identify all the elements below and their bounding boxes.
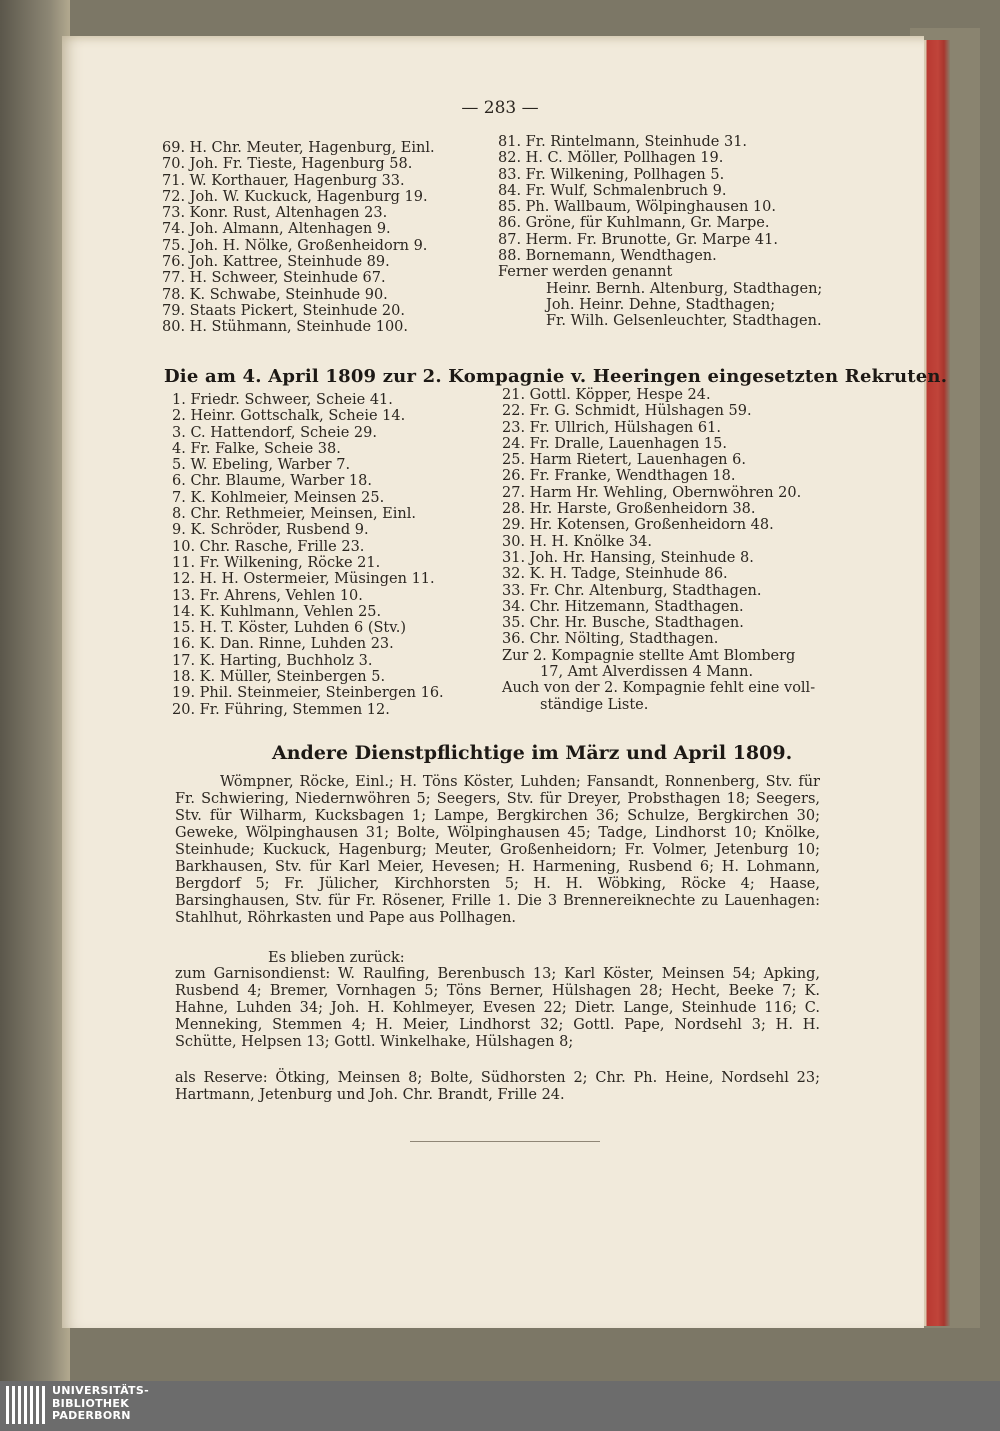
logo-line-3: PADERBORN (52, 1409, 131, 1422)
list-item: 11. Fr. Wilkening, Röcke 21. (172, 554, 381, 571)
list-item: 17. K. Harting, Buchholz 3. (172, 652, 373, 669)
book-gutter (0, 0, 70, 1381)
list-item: 72. Joh. W. Kuckuck, Hagenburg 19. (162, 188, 428, 205)
list-item: 10. Chr. Rasche, Frille 23. (172, 538, 365, 555)
paragraph-remained: Es blieben zurück: (268, 950, 405, 966)
list-item: Zur 2. Kompagnie stellte Amt Blomberg (502, 647, 796, 664)
list-item: 21. Gottl. Köpper, Hespe 24. (502, 387, 711, 403)
list-item: 6. Chr. Blaume, Warber 18. (172, 473, 372, 490)
list-item: 83. Fr. Wilkening, Pollhagen 5. (498, 166, 725, 183)
list-item: 19. Phil. Steinmeier, Steinbergen 16. (172, 685, 444, 702)
list-item: Heinr. Bernh. Altenburg, Stadthagen; (546, 280, 823, 297)
list-item: 17, Amt Alverdissen 4 Mann. (540, 664, 754, 681)
list-item: 88. Bornemann, Wendthagen. (498, 248, 717, 265)
list-item: Ferner werden genannt (498, 264, 673, 281)
list-item: 35. Chr. Hr. Busche, Stadthagen. (502, 615, 744, 632)
list-item: 26. Fr. Franke, Wendthagen 18. (502, 468, 736, 485)
list-item: 1. Friedr. Schweer, Scheie 41. (172, 392, 393, 408)
list-item: 78. K. Schwabe, Steinhude 90. (162, 286, 388, 303)
list-item: 77. H. Schweer, Steinhude 67. (162, 270, 386, 287)
list-item: 24. Fr. Dralle, Lauenhagen 15. (502, 435, 727, 452)
list-item: 7. K. Kohlmeier, Meinsen 25. (172, 489, 385, 506)
logo-line-2: BIBLIOTHEK (52, 1396, 130, 1410)
list-item: 74. Joh. Almann, Altenhagen 9. (162, 221, 391, 238)
list-item: 31. Joh. Hr. Hansing, Steinhude 8. (502, 549, 754, 566)
list-item: 76. Joh. Kattree, Steinhude 89. (162, 254, 390, 271)
paragraph-garrison: zum Garnisondienst: W. Raulfing, Berenbusch 13; Karl Köster, Meinsen 54; Apking, Rusbend 4; Bremer, Vornhagen 5; Töns Berner, Hülshagen 28; Hecht, Beeke 7; K. Hahne, Luhden 34; Joh. H. Kohlmeyer, Evesen 22; Dietr. Lange, Steinhude 116; C. Menneking, Stemmen 4; H. Meier, Lindhorst 32; Gottl. Pape, Nordsehl 3; H. H. Schütte, Helpsen 13; Gottl. Winkelhake, Hülshagen 8; (175, 966, 820, 1050)
paragraph-conscripts: Wömpner, Röcke, Einl.; H. Töns Köster, Luhden; Fansandt, Ronnenberg, Stv. für Fr. Schwiering, Niedernwöhren 5; Seegers, Stv. für Dreyer, Probsthagen 18; Seegers, Stv. für Wilharm, Kucksbagen 1; Lampe, Bergkirchen 36; Schulze, Bergkirchen 30; Geweke, Wölpinghausen 31; Bolte, Wölpinghausen 45; Tadge, Lindhorst 10; Knölke, Steinhude; Kuckuck, Hagenburg; Meuter, Großenheidorn; Fr. Volmer, Jetenburg 10; Barkhausen, Stv. für Karl Meier, Hevesen; H. Harmening, Rusbend 6; H. Lohmann, Bergdorf 5; Fr. Jülicher, Kirchhorsten 5; H. H. Wöbking, Röcke 4; Haase, Barsinghausen, Stv. für Fr. Rösener, Frille 1. Die 3 Brennereiknechte zu Lauenhagen: Stahlhut, Röhrkasten und Pape aus Pollhagen. (175, 774, 820, 926)
list-item: 85. Ph. Wallbaum, Wölpinghausen 10. (498, 199, 776, 216)
section-heading-recruits: Die am 4. April 1809 zur 2. Kompagnie v. Heeringen eingesetzten Rekruten. (164, 366, 948, 387)
recruits-list-left (172, 392, 444, 718)
top-list-left (162, 140, 435, 336)
list-item: 71. W. Korthauer, Hagenburg 33. (162, 172, 405, 189)
list-item: ständige Liste. (540, 696, 649, 713)
list-item: 75. Joh. H. Nölke, Großenheidorn 9. (162, 237, 428, 254)
list-item: 4. Fr. Falke, Scheie 38. (172, 440, 341, 457)
list-item: Joh. Heinr. Dehne, Stadthagen; (546, 296, 776, 313)
list-item: 3. C. Hattendorf, Scheie 29. (172, 424, 377, 441)
list-item: Auch von der 2. Kompagnie fehlt eine voll- (502, 680, 816, 697)
top-list-right (498, 134, 822, 330)
list-item: 18. K. Müller, Steinbergen 5. (172, 669, 386, 686)
list-item: 34. Chr. Hitzemann, Stadthagen. (502, 598, 744, 615)
list-item: 12. H. H. Ostermeier, Müsingen 11. (172, 571, 435, 588)
list-item: 69. H. Chr. Meuter, Hagenburg, Einl. (162, 140, 435, 156)
list-item: 81. Fr. Rintelmann, Steinhude 31. (498, 134, 748, 150)
list-item: 9. K. Schröder, Rusbend 9. (172, 522, 369, 539)
list-item: 33. Fr. Chr. Altenburg, Stadthagen. (502, 582, 762, 599)
list-item: 5. W. Ebeling, Warber 7. (172, 457, 351, 474)
section-divider (410, 1141, 600, 1142)
list-item: 82. H. C. Möller, Pollhagen 19. (498, 150, 724, 167)
list-item: 80. H. Stühmann, Steinhude 100. (162, 319, 409, 336)
section-heading-others: Andere Dienstpflichtige im März und April 1809. (272, 742, 793, 764)
list-item: 25. Harm Rietert, Lauenhagen 6. (502, 452, 746, 469)
list-item: 28. Hr. Harste, Großenheidorn 38. (502, 501, 756, 518)
list-item: 84. Fr. Wulf, Schmalenbruch 9. (498, 182, 727, 199)
list-item: 20. Fr. Führing, Stemmen 12. (172, 701, 390, 718)
list-item: 79. Staats Pickert, Steinhude 20. (162, 302, 405, 319)
list-item: 15. H. T. Köster, Luhden 6 (Stv.) (172, 620, 406, 637)
list-item: 16. K. Dan. Rinne, Luhden 23. (172, 636, 394, 653)
page-number: — 283 — (461, 98, 539, 118)
list-item: 27. Harm Hr. Wehling, Obernwöhren 20. (502, 484, 802, 501)
list-item: 87. Herm. Fr. Brunotte, Gr. Marpe 41. (498, 231, 778, 248)
list-item: 32. K. H. Tadge, Steinhude 86. (502, 566, 728, 583)
library-logo-text (52, 1385, 149, 1423)
list-item: 23. Fr. Ullrich, Hülshagen 61. (502, 419, 721, 436)
list-item: 14. K. Kuhlmann, Vehlen 25. (172, 603, 382, 620)
list-item: 22. Fr. G. Schmidt, Hülshagen 59. (502, 403, 752, 420)
library-logo-icon (6, 1386, 46, 1424)
list-item: 73. Konr. Rust, Altenhagen 23. (162, 205, 388, 222)
page-edge (922, 40, 950, 1326)
list-item: 13. Fr. Ahrens, Vehlen 10. (172, 587, 363, 604)
paragraph-reserve: als Reserve: Ötking, Meinsen 8; Bolte, Südhorsten 2; Chr. Ph. Heine, Nordsehl 23; Hartmann, Jetenburg und Joh. Chr. Brandt, Frille 24. (175, 1070, 820, 1103)
logo-line-1: UNIVERSITÄTS- (52, 1384, 149, 1397)
list-item: 8. Chr. Rethmeier, Meinsen, Einl. (172, 506, 416, 523)
list-item: 2. Heinr. Gottschalk, Scheie 14. (172, 408, 406, 425)
list-item: 86. Gröne, für Kuhlmann, Gr. Marpe. (498, 215, 770, 232)
list-item: 70. Joh. Fr. Tieste, Hagenburg 58. (162, 156, 413, 173)
list-item: Fr. Wilh. Gelsenleuchter, Stadthagen. (546, 313, 822, 330)
list-item: 29. Hr. Kotensen, Großenheidorn 48. (502, 517, 774, 534)
list-item: 30. H. H. Knölke 34. (502, 533, 652, 550)
recruits-list-right (502, 387, 815, 713)
list-item: 36. Chr. Nölting, Stadthagen. (502, 631, 719, 648)
footer-bar (0, 1381, 1000, 1431)
